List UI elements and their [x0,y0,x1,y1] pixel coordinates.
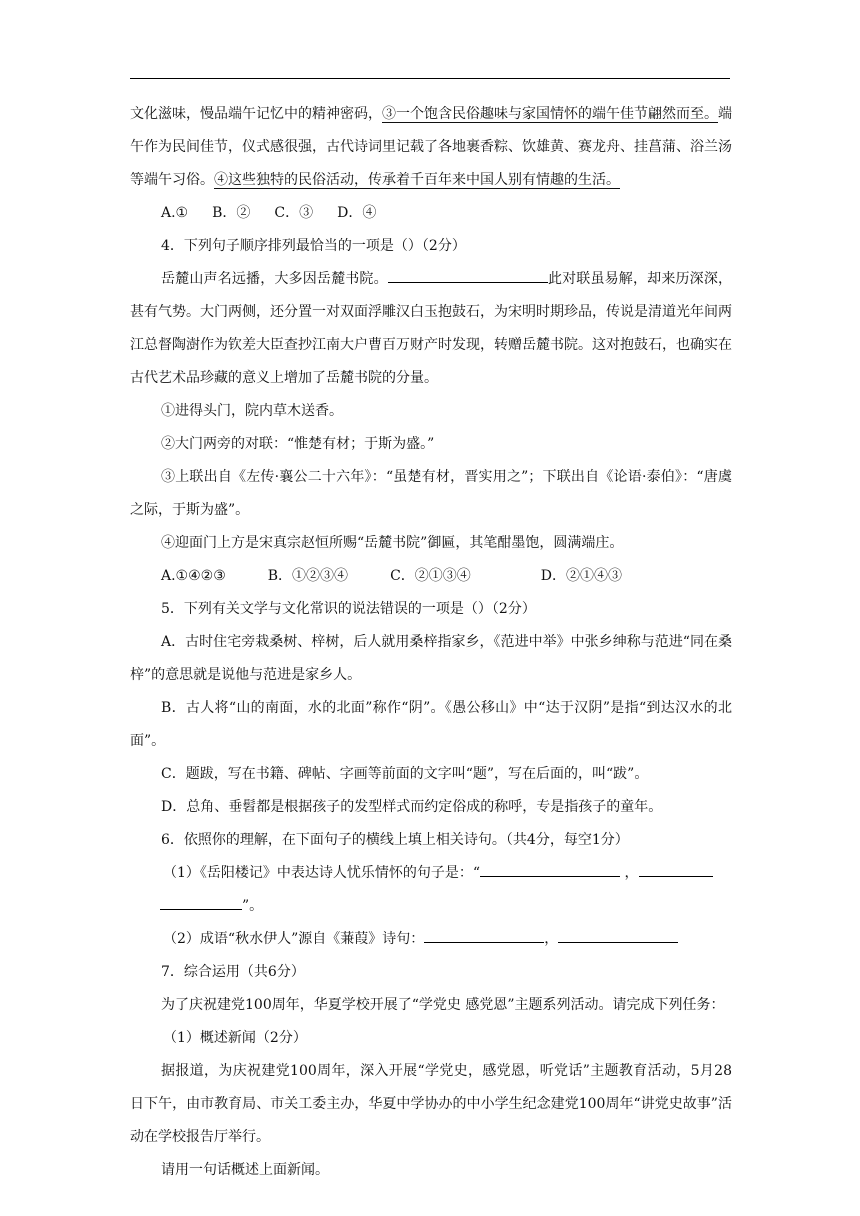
q4-options [130,560,732,593]
answer-blank[interactable] [424,926,544,943]
underlined-sentence-3: ③一个饱含民俗趣味与家国情怀的端午佳节翩然而至。 [382,106,718,122]
q5-option-a: A．古时住宅旁栽桑树、梓树，后人就用桑梓指家乡，《范进中举》中张乡绅称与范进“同在桑梓”的意思就是说他与范进是家乡人。 [130,634,732,683]
answer-blank[interactable] [639,860,713,877]
header-rule [130,78,730,79]
option-c: C．②①③④ [390,568,471,584]
underlined-sentence-4: ④这些独特的民俗活动，传承着千百年来中国人别有情趣的生活。 [214,172,620,188]
q5-stem: 5．下列有关文学与文化常识的说法错误的一项是（）（2分） [161,601,536,617]
option-b: B．② [212,205,251,221]
q7-news: 据报道，为庆祝建党100周年，深入开展“学党史，感党恩，听党话”主题教育活动，5月28日下午，由市教育局、市关工委主办，华夏中学协办的中小学生纪念建党100周年“讲党史故事”活动在学校报告厅举行。 [130,1063,732,1145]
q4-passage-rest: 此对联虽易解，却来历深深，甚有气势。大门两侧，还分置一对双面浮雕汉白玉抱鼓石，为宋明时期珍品，传说是清道光年间两江总督陶澍作为钦差大臣查抄江南大户曹百万财产时发现，转赠岳麓书院。这对抱鼓石，也确实在古代艺术品珍藏的意义上增加了岳麓书院的分量。 [130,271,733,386]
option-a: A.①④②③ [161,568,226,584]
q7-intro: 为了庆祝建党100周年，华夏学校开展了“学党史 感党恩”主题系列活动。请完成下列任务： [161,997,725,1013]
passage-paragraph [130,98,732,197]
answer-blank[interactable] [480,860,620,877]
q5-option-b: B．古人将“山的南面，水的北面”称作“阴”。《愚公移山》中“达于汉阴”是指“到达汉水的北面”。 [130,700,732,749]
q5-option-d: D．总角、垂髫都是根据孩子的发型样式而约定俗成的称呼，专是指孩子的童年。 [161,799,663,815]
q4-sentence-3: ③上联出自《左传·襄公二十六年》：“虽楚有材，晋实用之”；下联出自《论语·泰伯》：“唐虞之际，于斯为盛”。 [130,469,732,518]
q6-stem: 6．依照你的理解，在下面句子的横线上填上相关诗句。（共4分，每空1分） [161,832,629,848]
q4-sentence-4: ④迎面门上方是宋真宗赵恒所赐“岳麓书院”御匾，其笔酣墨饱，圆满端庄。 [161,535,624,551]
passage-text: 端午作为民间佳节，仪式感很强，古代诗词里记载了各地裹香粽、饮雄黄、赛龙舟、挂菖蒲、浴兰汤等端午习俗。 [130,106,732,188]
option-b: B．①②③④ [267,568,349,584]
option-a: A.① [161,205,189,221]
q6-part-1-text: （1）《岳阳楼记》中表达诗人忧乐情怀的句子是：“ [163,865,481,881]
q4-passage-start: 岳麓山声名远播，大多因岳麓书院。 [161,271,388,287]
passage-text: 文化滋味，慢品端午记忆中的精神密码， [130,106,382,122]
answer-blank[interactable] [388,266,548,283]
answer-blank[interactable] [160,893,242,910]
q6-part-2-text: （2）成语“秋水伊人”源自《蒹葭》诗句： [163,931,425,947]
q3-options [130,197,732,230]
q6-part-1-end: ”。 [242,898,264,914]
q7-task: 请用一句话概述上面新闻。 [161,1162,329,1178]
option-d: D．②①④③ [540,568,623,584]
q4-sentence-2: ②大门两旁的对联：“惟楚有材；于斯为盛。” [161,436,435,452]
separator: ， [544,931,559,947]
separator: ， [624,865,639,881]
document-body [130,98,732,1187]
q7-subtask-1: （1）概述新闻（2分） [163,1030,307,1046]
answer-blank[interactable] [558,926,678,943]
q4-passage [130,263,732,395]
q4-sentence-1: ①进得头门，院内草木送香。 [161,403,343,419]
q4-stem: 4．下列句子顺序排列最恰当的一项是（）（2分） [161,238,466,254]
q7-stem: 7．综合运用（共6分） [161,964,305,980]
q5-option-c: C．题跋，写在书籍、碑帖、字画等前面的文字叫“题”，写在后面的，叫“跋”。 [161,766,649,782]
option-d: D．④ [337,205,377,221]
q6-part-2 [130,923,732,956]
q6-part-1 [130,857,732,923]
option-c: C．③ [274,205,314,221]
